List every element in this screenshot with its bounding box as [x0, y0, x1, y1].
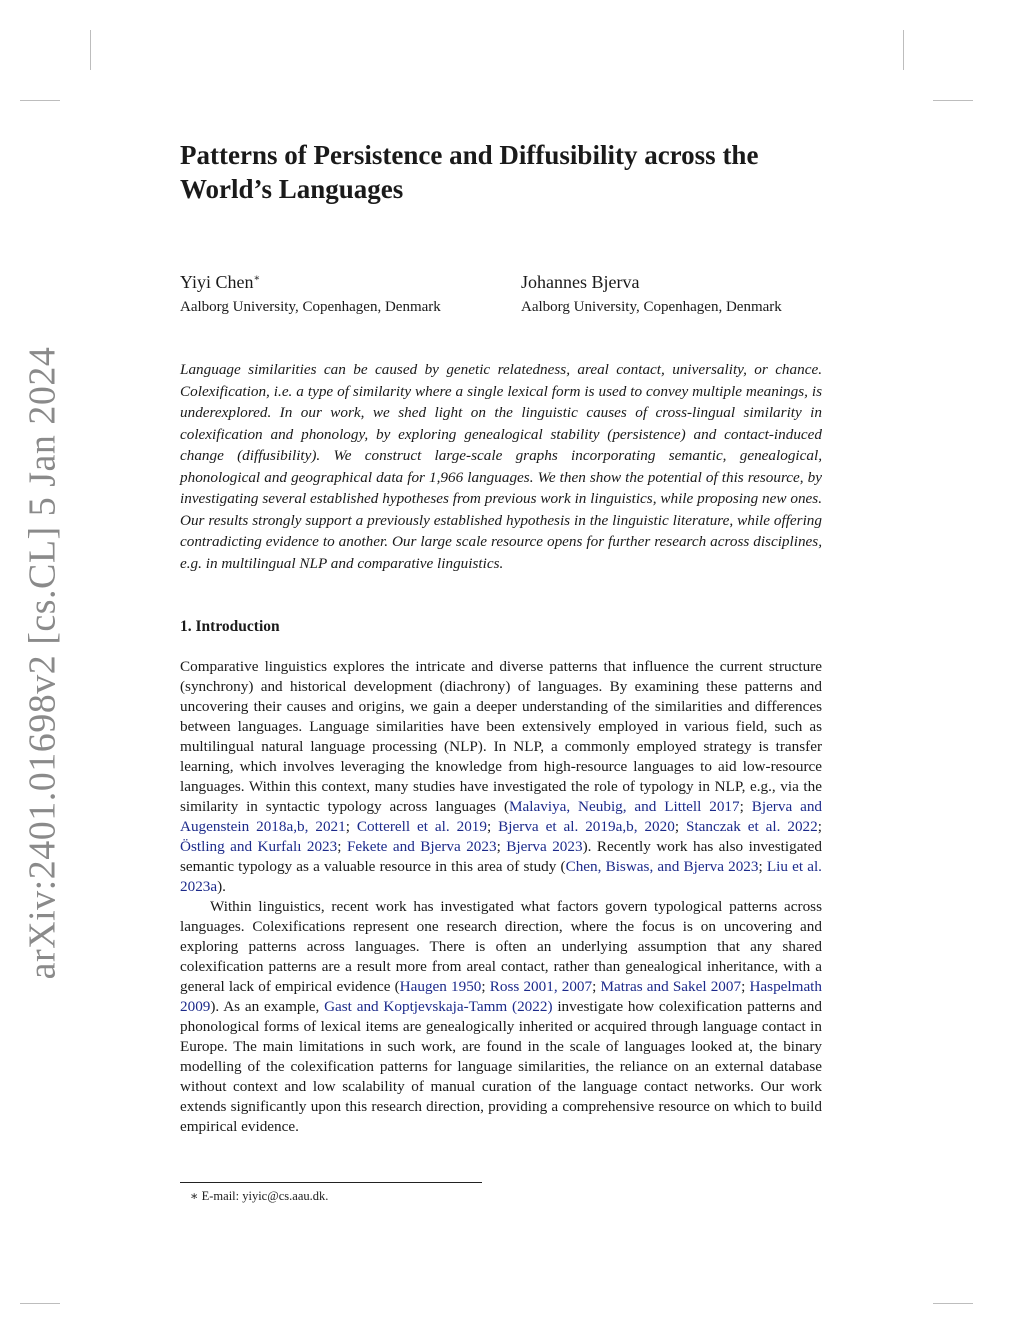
- paragraph-2: Within linguistics, recent work has investigated what factors govern typological patterns across languages. Colexifications represent one research direction, where the focus is on uncovering and exploring patterns across languages. There is often an underlying assumption that any shared colexification patterns are a result more from areal contact, rather than genealogical inheritance, with a general lack of empirical evidence (Haugen 1950; Ross 2001, 2007; Matras and Sakel 2007; Haspelmath 2009). As an example, Gast and Koptjevskaja-Tamm (2022) investigate how colexification patterns and phonological forms of lexical items are genealogically inherited or acquired through language contact in Europe. The main limitations in such work, are found in the scale of languages looked at, the binary modelling of the colexification patterns for language similarities, the reliance on an external database without context and low scalability of manual curation of the language contact networks. Our work extends significantly upon this research direction, providing a comprehensive resource on which to build empirical evidence.: [180, 898, 822, 1135]
- citation-link[interactable]: Malaviya, Neubig, and Littell 2017: [509, 798, 740, 815]
- author-footnote-mark: ∗: [253, 273, 261, 284]
- footnote: [190, 1188, 328, 1204]
- abstract: Language similarities can be caused by genetic relatedness, areal contact, universality, or chance. Colexification, i.e. a type of similarity where a single lexical form is used to convey multiple meanings, is underexplored. In our work, we shed light on the linguistic causes of cross-lingual similarity in colexification and phonology, by exploring genealogical stability (persistence) and contact-induced change (diffusibility). We construct large-scale graphs incorporating semantic, genealogical, phonological and geographical data for 1,966 languages. We then show the potential of this resource, by investigating several established hypotheses from previous work in linguistics, while proposing new ones. Our results strongly support a previously established hypothesis in the linguistic literature, while offering contradicting evidence to another. Our large scale resource opens for further research across disciplines, e.g. in multilingual NLP and comparative linguistics.: [180, 361, 822, 572]
- paragraph-1: Comparative linguistics explores the intricate and diverse patterns that influence the current structure (synchrony) and historical development (diachrony) of languages. By examining these patterns and uncovering their causes and origins, we gain a deeper understanding of the similarities and differences between languages. Language similarities have been extensively employed in various field, such as multilingual natural language processing (NLP). In NLP, a commonly employed strategy is transfer learning, which involves leveraging the knowledge from high-resource languages to aid low-resource languages. Within this context, many studies have investigated the role of typology in NLP, e.g., via the similarity in syntactic typology across languages (Malaviya, Neubig, and Littell 2017; Bjerva and Augenstein 2018a,b, 2021; Cotterell et al. 2019; Bjerva et al. 2019a,b, 2020; Stanczak et al. 2022; Östling and Kurfalı 2023; Fekete and Bjerva 2023; Bjerva 2023). Recently work has also investigated semantic typology as a valuable resource in this area of study (Chen, Biswas, and Bjerva 2023; Liu et al. 2023a).: [180, 658, 823, 895]
- author-name: Johannes Bjerva: [521, 272, 640, 292]
- arxiv-stamp-text: arXiv:2401.01698v2 [cs.CL] 5 Jan 2024: [21, 346, 64, 980]
- crop-mark-bottom-right: [933, 1303, 973, 1304]
- footnote-rule: [180, 1182, 482, 1183]
- footnote-text: E-mail: yiyic@cs.aau.dk.: [201, 1189, 329, 1203]
- author-affiliation: Aalborg University, Copenhagen, Denmark: [521, 299, 782, 315]
- author-affiliation: Aalborg University, Copenhagen, Denmark: [180, 299, 441, 315]
- author-block-1: [180, 268, 441, 317]
- title-line-2: World’s Languages: [180, 174, 404, 204]
- citation-link[interactable]: Bjerva 2023: [506, 838, 583, 855]
- citation-link[interactable]: Bjerva et al. 2019a,b, 2020: [498, 818, 675, 835]
- citation-link[interactable]: Matras and Sakel 2007: [600, 978, 742, 995]
- crop-mark-top-right: [903, 30, 904, 70]
- section-heading: 1. Introduction: [180, 618, 280, 635]
- citation-link[interactable]: Fekete and Bjerva 2023: [346, 838, 497, 855]
- citation-link[interactable]: Gast and Koptjevskaja-Tamm (2022): [324, 998, 553, 1015]
- citation-link[interactable]: Östling and Kurfalı 2023: [180, 838, 338, 855]
- author-name: Yiyi Chen∗: [180, 272, 261, 292]
- citation-link[interactable]: Stanczak et al. 2022: [686, 818, 818, 835]
- crop-mark-top-left-h: [20, 100, 60, 101]
- crop-mark-bottom-left: [20, 1303, 60, 1304]
- paper-title: [180, 138, 840, 206]
- crop-mark-top-right-h: [933, 100, 973, 101]
- footnote-mark: ∗: [190, 1189, 199, 1203]
- citation-link[interactable]: Liu et al. 2023a: [180, 858, 822, 895]
- author-block-2: [521, 268, 782, 317]
- citation-link[interactable]: Cotterell et al. 2019: [356, 818, 487, 835]
- title-line-1: Patterns of Persistence and Diffusibility across the: [180, 140, 759, 170]
- citation-link[interactable]: Ross 2001, 2007: [489, 978, 593, 995]
- citation-link[interactable]: Haspelmath 2009: [180, 978, 822, 1015]
- citation-link[interactable]: Chen, Biswas, and Bjerva 2023: [565, 858, 759, 875]
- crop-mark-top-left: [90, 30, 91, 70]
- section-body: [180, 657, 822, 1137]
- arxiv-stamp: [14, 346, 70, 980]
- citation-link[interactable]: Bjerva and Augenstein 2018a,b, 2021: [180, 798, 823, 835]
- citation-link[interactable]: Haugen 1950: [399, 978, 482, 995]
